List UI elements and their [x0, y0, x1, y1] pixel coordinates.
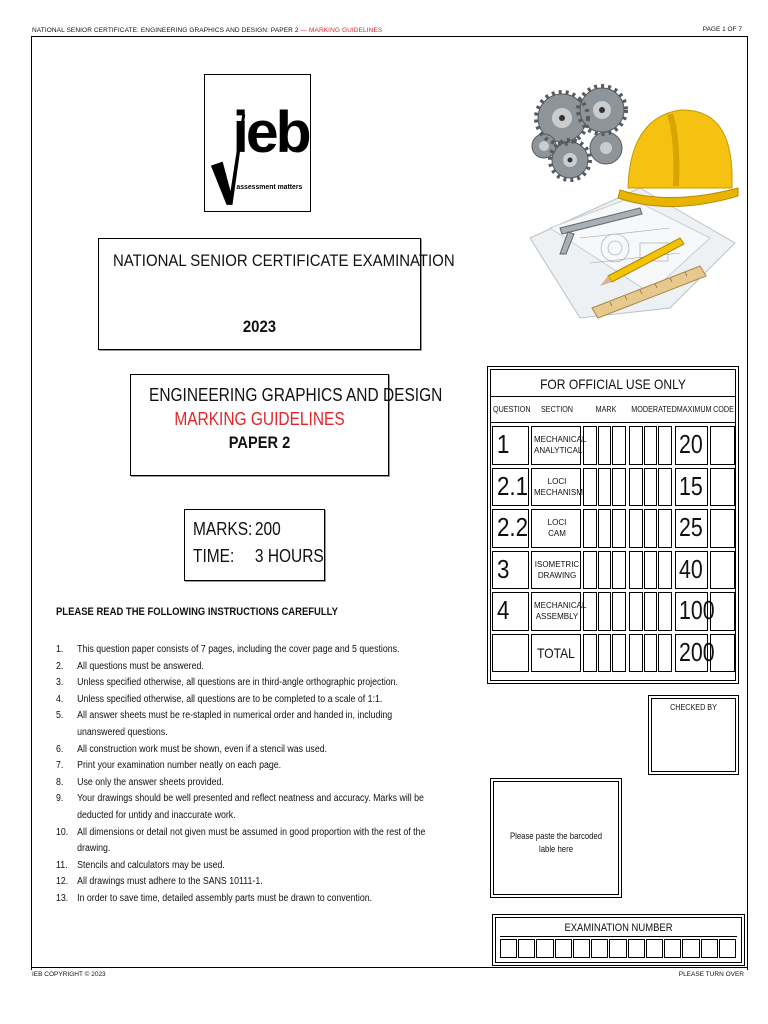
header-divider — [491, 422, 735, 423]
column-header: MARK — [595, 405, 617, 414]
section-line-2: ANALYTICAL — [534, 446, 583, 455]
section-cell — [531, 551, 581, 590]
examination-number-digit[interactable] — [500, 939, 517, 958]
maximum-marks: 25 — [679, 512, 703, 542]
instruction-text: Your drawings should be well presented and reflect neatness and accuracy. Marks will be deducted for untidy and inaccurate work. — [77, 793, 424, 821]
maximum-marks: 15 — [679, 470, 703, 501]
mark-entry-cell — [598, 509, 612, 548]
instruction-number: 10. — [56, 826, 69, 838]
moderated-entry-cell — [658, 468, 672, 507]
time-row — [193, 546, 324, 567]
maximum-marks: 100 — [679, 595, 715, 625]
examination-number-digit[interactable] — [719, 939, 736, 958]
moderated-entry-cell — [629, 634, 643, 673]
mark-entry-cell — [612, 634, 626, 673]
cover-illustration — [520, 78, 740, 338]
examination-number-digit[interactable] — [664, 939, 681, 958]
mark-entry-cell — [583, 634, 597, 673]
section-cell — [531, 592, 587, 631]
mark-entry-cell — [612, 509, 626, 548]
question-number: 3 — [497, 553, 510, 584]
instruction-text: Unless specified otherwise, all questions are in third-angle orthographic projection. — [77, 677, 399, 689]
question-cell — [492, 509, 529, 548]
column-header: SECTION — [540, 405, 574, 414]
maximum-cell — [675, 468, 708, 507]
mark-entry-cell — [583, 592, 597, 631]
mark-entry-cell — [612, 426, 626, 465]
maximum-marks: 40 — [679, 553, 703, 584]
official-use-table — [487, 366, 739, 684]
maximum-cell — [675, 634, 715, 673]
question-number: 2.1 — [497, 470, 529, 501]
section-line-1: LOCI — [547, 518, 567, 527]
instruction-number: 3. — [56, 677, 64, 689]
maximum-cell — [675, 551, 708, 590]
column-header: QUESTION — [493, 405, 531, 414]
logo-tagline: assessment matters — [236, 184, 303, 192]
section-name — [534, 434, 587, 456]
marks-label: MARKS: — [193, 519, 253, 539]
instruction-item — [56, 708, 426, 741]
instructions-list — [56, 642, 436, 908]
code-cell — [710, 551, 735, 590]
instruction-number: 1. — [56, 644, 64, 655]
instruction-number: 4. — [56, 693, 64, 705]
instruction-number: 6. — [56, 743, 64, 755]
question-cell — [492, 592, 529, 631]
instruction-number: 12. — [56, 876, 69, 888]
instruction-text: All questions must be answered. — [77, 660, 204, 672]
header-title-suffix: — MARKING GUIDELINES — [300, 27, 383, 34]
examination-number-label: EXAMINATION NUMBER — [564, 922, 673, 934]
maximum-cell — [675, 426, 708, 465]
section-line-2: MECHANISM — [534, 487, 583, 497]
moderated-entry-cell — [644, 551, 658, 590]
instruction-text: All answer sheets must be re-stapled in numerical order and handed in, including unanswered questions. — [77, 710, 393, 738]
mark-entry-cell — [598, 592, 612, 631]
exam-year: 2023 — [242, 317, 277, 336]
mark-entry-cell — [583, 426, 597, 465]
column-header: MAXIMUM — [676, 405, 712, 414]
instruction-item — [56, 675, 426, 692]
instruction-item — [56, 874, 426, 891]
section-name — [534, 559, 580, 581]
question-cell — [492, 551, 529, 590]
column-header: CODE — [713, 405, 734, 414]
code-cell — [710, 426, 735, 465]
checked-by-box — [648, 695, 739, 775]
question-number: 4 — [497, 595, 510, 625]
mark-entry-cell — [583, 551, 597, 590]
instruction-item — [56, 692, 426, 709]
instruction-text: Print your examination number neatly on each page. — [77, 760, 282, 772]
section-cell — [531, 468, 581, 507]
marks-value: 200 — [254, 519, 281, 539]
checked-by-label: CHECKED BY — [670, 703, 717, 712]
please-turn-over: PLEASE TURN OVER — [678, 971, 744, 978]
checked-by-inner — [651, 698, 736, 772]
section-name — [534, 476, 583, 498]
instruction-item — [56, 758, 426, 775]
marks-time-box — [184, 509, 325, 581]
moderated-entry-cell — [658, 426, 672, 465]
instruction-item — [56, 659, 426, 676]
time-label: TIME: — [193, 546, 235, 566]
section-line-2: CAM — [548, 529, 566, 538]
instruction-number: 9. — [56, 793, 64, 805]
section-line-1: MECHANICAL — [534, 435, 587, 444]
barcode-inner — [493, 781, 619, 895]
instruction-text: Use only the answer sheets provided. — [77, 776, 224, 788]
mark-entry-cell — [583, 509, 597, 548]
mark-entry-cell — [598, 634, 612, 673]
subject-box — [130, 374, 443, 476]
instruction-number: 7. — [56, 760, 64, 772]
paper-label: PAPER 2 — [228, 433, 291, 452]
maximum-marks: 20 — [679, 429, 703, 459]
moderated-entry-cell — [644, 634, 658, 673]
instruction-item — [56, 891, 426, 908]
examination-number-digit[interactable] — [555, 939, 572, 958]
barcode-box — [490, 778, 622, 898]
question-number: 2.2 — [497, 512, 529, 542]
moderated-entry-cell — [644, 426, 658, 465]
barcode-line-2: lable here — [539, 844, 573, 854]
exam-title: NATIONAL SENIOR CERTIFICATE EXAMINATION — [113, 251, 455, 270]
instruction-item — [56, 775, 426, 792]
column-header: MODERATED — [631, 405, 677, 414]
marks-row — [193, 519, 281, 540]
instruction-number: 11. — [56, 859, 68, 871]
instruction-item — [56, 642, 426, 659]
barcode-line-1: Please paste the barcoded — [509, 831, 603, 841]
copyright: IEB COPYRIGHT © 2023 — [32, 971, 106, 978]
subject-name: ENGINEERING GRAPHICS AND DESIGN — [148, 385, 443, 405]
moderated-entry-cell — [658, 551, 672, 590]
moderated-entry-cell — [629, 426, 643, 465]
footer-divider — [31, 967, 748, 968]
instruction-text: All drawings must adhere to the SANS 10111-1. — [77, 876, 263, 888]
examination-number-digit[interactable] — [609, 939, 626, 958]
instruction-item — [56, 858, 426, 875]
moderated-entry-cell — [658, 592, 672, 631]
examination-number-digit[interactable] — [591, 939, 608, 958]
section-cell — [531, 509, 581, 548]
examination-number-digit[interactable] — [573, 939, 590, 958]
question-cell — [492, 634, 529, 673]
instruction-item — [56, 825, 426, 858]
examination-number-digit[interactable] — [646, 939, 663, 958]
mark-entry-cell — [612, 592, 626, 631]
moderated-entry-cell — [658, 509, 672, 548]
instructions-heading: PLEASE READ THE FOLLOWING INSTRUCTIONS CAREFULLY — [56, 606, 338, 618]
examination-number-cells — [500, 936, 737, 958]
examination-number-inner — [495, 917, 742, 963]
section-line-1: LOCI — [547, 476, 567, 486]
instruction-text: All construction work must be shown, even if a stencil was used. — [77, 743, 328, 755]
section-line-1: ISOMETRIC — [534, 559, 580, 569]
examination-number-digit[interactable] — [701, 939, 718, 958]
instruction-text: All dimensions or detail not given must be assumed in good proportion with the rest of the drawing. — [77, 826, 426, 855]
code-cell — [710, 592, 735, 631]
total-maximum: 200 — [679, 636, 715, 667]
total-label: TOTAL — [537, 644, 575, 661]
instruction-text: This question paper consists of 7 pages, including the cover page and 5 questions. — [77, 644, 400, 655]
question-number: 1 — [497, 429, 510, 459]
instruction-number: 5. — [56, 710, 64, 722]
question-cell — [492, 468, 529, 507]
code-cell — [710, 509, 735, 548]
examination-number-digit[interactable] — [682, 939, 699, 958]
page-number: PAGE 1 OF 7 — [702, 26, 742, 33]
ieb-logo-icon — [205, 75, 310, 211]
section-name — [534, 600, 587, 622]
instruction-number: 2. — [56, 660, 64, 672]
logo-wordmark: ieb — [232, 99, 309, 165]
moderated-entry-cell — [629, 509, 643, 548]
instruction-text: In order to save time, detailed assembly parts must be drawn to convention. — [77, 892, 373, 904]
maximum-cell — [675, 509, 708, 548]
instruction-text: Unless specified otherwise, all questions are to be completed to a scale of 1:1. — [77, 693, 383, 705]
running-header — [32, 27, 382, 34]
question-cell — [492, 426, 529, 465]
moderated-entry-cell — [658, 634, 672, 673]
section-cell — [531, 634, 581, 673]
examination-number-digit[interactable] — [628, 939, 645, 958]
examination-number-digit[interactable] — [518, 939, 535, 958]
examination-number-box — [492, 914, 745, 966]
instruction-number: 8. — [56, 776, 64, 788]
mark-entry-cell — [612, 551, 626, 590]
marking-guidelines-label: MARKING GUIDELINES — [174, 409, 345, 429]
official-use-title: FOR OFFICIAL USE ONLY — [540, 376, 686, 392]
instruction-number: 13. — [56, 892, 69, 904]
ieb-logo — [204, 74, 311, 212]
moderated-entry-cell — [629, 468, 643, 507]
code-cell — [710, 634, 735, 673]
instruction-text: Stencils and calculators may be used. — [77, 859, 225, 871]
official-use-inner — [490, 369, 736, 681]
section-cell — [531, 426, 587, 465]
mark-entry-cell — [598, 468, 612, 507]
instruction-item — [56, 742, 426, 759]
barcode-instruction — [503, 830, 610, 856]
mark-entry-cell — [598, 551, 612, 590]
maximum-cell — [675, 592, 715, 631]
mark-entry-cell — [583, 468, 597, 507]
moderated-entry-cell — [644, 592, 658, 631]
section-line-2: ASSEMBLY — [535, 612, 579, 621]
examination-number-digit[interactable] — [536, 939, 553, 958]
instruction-item — [56, 791, 426, 824]
exam-title-box — [98, 238, 455, 350]
code-cell — [710, 468, 735, 507]
header-title: NATIONAL SENIOR CERTIFICATE: ENGINEERING GRAPHICS AND DESIGN: PAPER 2 — [32, 27, 299, 34]
moderated-entry-cell — [644, 509, 658, 548]
mark-entry-cell — [612, 468, 626, 507]
time-value: 3 HOURS — [254, 546, 324, 566]
section-line-1: MECHANICAL — [534, 601, 587, 610]
moderated-entry-cell — [644, 468, 658, 507]
section-line-2: DRAWING — [537, 570, 577, 580]
table-title-divider — [491, 396, 735, 397]
moderated-entry-cell — [629, 592, 643, 631]
section-name — [534, 517, 580, 539]
mark-entry-cell — [598, 426, 612, 465]
moderated-entry-cell — [629, 551, 643, 590]
